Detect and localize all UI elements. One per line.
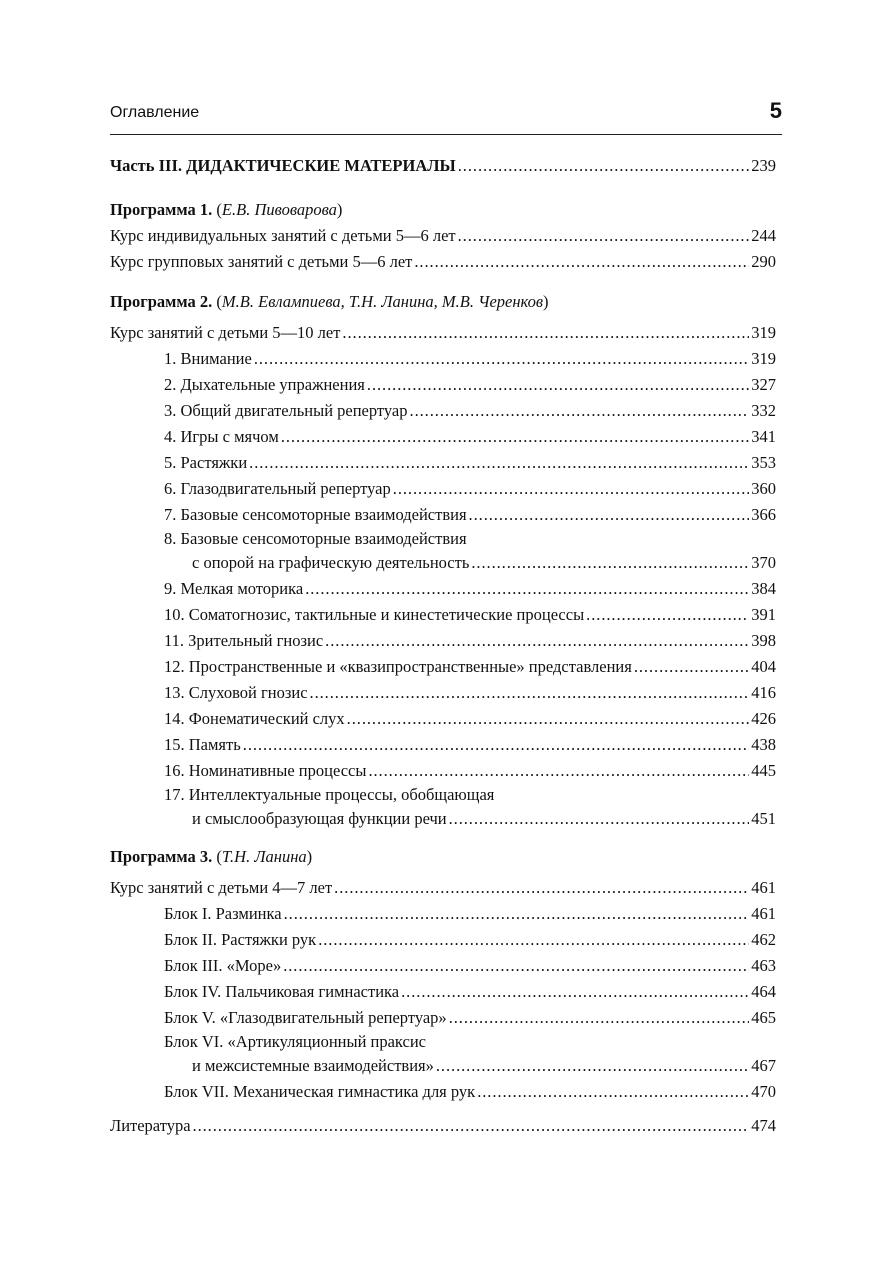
toc-entry-label: 16. Номинативные процессы (164, 761, 367, 780)
toc-page-number: 445 (751, 761, 776, 780)
toc-block-entry[interactable] (110, 953, 776, 979)
toc-entry-label: Литература (110, 1116, 191, 1135)
toc-page-number: 319 (751, 349, 776, 368)
toc-page-number: 244 (751, 226, 776, 245)
dot-leader (436, 1053, 749, 1079)
dot-leader (449, 806, 750, 832)
toc-block-entry[interactable] (110, 979, 776, 1005)
toc-course-entry[interactable] (110, 320, 776, 346)
toc-section-entry[interactable] (110, 424, 776, 450)
toc-section-entry-continuation[interactable] (110, 550, 776, 576)
toc-block-entry[interactable] (110, 927, 776, 953)
toc-section-entry[interactable] (110, 732, 776, 758)
table-of-contents (110, 153, 776, 1139)
toc-block-entry[interactable] (110, 1005, 776, 1031)
toc-page-number: 384 (751, 579, 776, 598)
paren-open: ( (212, 292, 222, 311)
toc-entry-label: Блок VI. «Артикуляционный праксис (164, 1032, 427, 1051)
toc-section-entry[interactable] (110, 528, 776, 550)
dot-leader (243, 732, 749, 758)
toc-page-number: 474 (751, 1116, 776, 1135)
toc-entry-label: 12. Пространственные и «квазипространственные» представления (164, 657, 632, 676)
dot-leader (458, 223, 750, 249)
toc-page-number: 464 (751, 982, 776, 1001)
toc-entry-label: 14. Фонематический слух (164, 709, 345, 728)
toc-entry-label: 1. Внимание (164, 349, 252, 368)
dot-leader (334, 875, 749, 901)
dot-leader (325, 628, 749, 654)
toc-page-number: 341 (751, 427, 776, 446)
toc-page-number: 332 (751, 401, 776, 420)
toc-page-number: 463 (751, 956, 776, 975)
toc-section-entry[interactable] (110, 476, 776, 502)
toc-block-entry[interactable] (110, 901, 776, 927)
toc-section-entry[interactable] (110, 398, 776, 424)
program-title: Программа 2. (110, 292, 213, 311)
toc-page-number: 462 (751, 930, 776, 949)
toc-page-number: 370 (751, 553, 776, 572)
toc-page-number: 319 (751, 323, 776, 342)
dot-leader (284, 901, 750, 927)
toc-entry-label: Курс занятий с детьми 5—10 лет (110, 323, 341, 342)
toc-page-number: 391 (751, 605, 776, 624)
program-authors: Т.Н. Ланина (221, 847, 307, 866)
toc-section-entry[interactable] (110, 628, 776, 654)
toc-page-number: 353 (751, 453, 776, 472)
toc-page-number: 404 (751, 657, 776, 676)
toc-entry-label: 13. Слуховой гнозис (164, 683, 308, 702)
running-header-title: Оглавление (110, 104, 200, 121)
dot-leader (410, 398, 750, 424)
toc-block-entry[interactable] (110, 1079, 776, 1105)
toc-course-entry[interactable] (110, 223, 776, 249)
program-authors: Е.В. Пивоварова (221, 200, 337, 219)
toc-entry-label-continuation: и межсистемные взаимодействия» (192, 1056, 434, 1075)
toc-part-heading[interactable] (110, 153, 776, 179)
paren-close: ) (336, 200, 343, 219)
toc-section-entry[interactable] (110, 654, 776, 680)
dot-leader (281, 424, 749, 450)
dot-leader (283, 953, 749, 979)
dot-leader (193, 1113, 750, 1139)
paren-open: ( (212, 847, 222, 866)
dot-leader (634, 654, 749, 680)
toc-page-number: 360 (751, 479, 776, 498)
toc-block-entry-continuation[interactable] (110, 1053, 776, 1079)
toc-page-number: 467 (751, 1056, 776, 1075)
toc-entry-label: 11. Зрительный гнозис (164, 631, 324, 650)
dot-leader (368, 758, 749, 784)
dot-leader (254, 346, 749, 372)
toc-page-number: 426 (751, 709, 776, 728)
toc-section-entry[interactable] (110, 706, 776, 732)
dot-leader (414, 249, 749, 275)
dot-leader (342, 320, 749, 346)
toc-entry-label: Блок II. Растяжки рук (164, 930, 317, 949)
toc-entry-label: Блок III. «Море» (164, 956, 282, 975)
toc-entry-label: 5. Растяжки (164, 453, 248, 472)
part-title: Часть III. ДИДАКТИЧЕСКИЕ МАТЕРИАЛЫ (110, 156, 456, 175)
dot-leader (586, 602, 749, 628)
running-header (110, 96, 782, 135)
toc-entry-label: 3. Общий двигательный репертуар (164, 401, 408, 420)
toc-page-number: 366 (751, 505, 776, 524)
toc-page-number: 327 (751, 375, 776, 394)
program-2-sections (110, 346, 776, 832)
toc-section-entry[interactable] (110, 602, 776, 628)
toc-section-entry[interactable] (110, 346, 776, 372)
program-authors: М.В. Евлампиева, Т.Н. Ланина, М.В. Черенков (221, 292, 544, 311)
toc-section-entry[interactable] (110, 502, 776, 528)
toc-page-number: 461 (751, 904, 776, 923)
toc-entry-label: Блок V. «Глазодвигательный репертуар» (164, 1008, 447, 1027)
toc-course-entry[interactable] (110, 875, 776, 901)
toc-page-number: 438 (751, 735, 776, 754)
toc-entry-label: 9. Мелкая моторика (164, 579, 304, 598)
toc-page-number: 416 (751, 683, 776, 702)
toc-course-entry[interactable] (110, 249, 776, 275)
toc-section-entry-continuation[interactable] (110, 806, 776, 832)
program-title: Программа 1. (110, 200, 213, 219)
program-heading (110, 844, 776, 870)
toc-page-number: 398 (751, 631, 776, 650)
paren-close: ) (543, 292, 549, 311)
toc-entry-label: 10. Соматогнозис, тактильные и кинестетические процессы (164, 605, 585, 624)
dot-leader (249, 450, 749, 476)
toc-entry-label: Блок VII. Механическая гимнастика для рук (164, 1082, 476, 1101)
toc-page-number: 465 (751, 1008, 776, 1027)
toc-entry-label: Курс групповых занятий с детьми 5—6 лет (110, 252, 413, 271)
toc-entry-label: 7. Базовые сенсомоторные взаимодействия (164, 505, 467, 524)
toc-section-entry[interactable] (110, 758, 776, 784)
program-title: Программа 3. (110, 847, 213, 866)
paren-open: ( (212, 200, 222, 219)
dot-leader (477, 1079, 749, 1105)
toc-section-entry[interactable] (110, 450, 776, 476)
toc-section-entry[interactable] (110, 372, 776, 398)
toc-section-entry[interactable] (110, 576, 776, 602)
dot-leader (347, 706, 750, 732)
dot-leader (305, 576, 749, 602)
dot-leader (318, 927, 749, 953)
toc-entry-label: Блок I. Разминка (164, 904, 282, 923)
toc-entry-label: 15. Память (164, 735, 241, 754)
paren-close: ) (306, 847, 313, 866)
toc-entry-label: 2. Дыхательные упражнения (164, 375, 365, 394)
toc-entry-label: Блок IV. Пальчиковая гимнастика (164, 982, 400, 1001)
toc-entry-label: Курс индивидуальных занятий с детьми 5—6 лет (110, 226, 456, 245)
program-heading (110, 289, 776, 315)
toc-entry-label: Курс занятий с детьми 4—7 лет (110, 878, 333, 897)
dot-leader (401, 979, 749, 1005)
dot-leader (310, 680, 750, 706)
toc-page-number: 290 (751, 252, 776, 271)
toc-block-entry[interactable] (110, 1031, 776, 1053)
page-number: 5 (769, 98, 782, 123)
program-3-blocks (110, 901, 776, 1105)
dot-leader (449, 1005, 750, 1031)
toc-page-number: 239 (751, 156, 776, 175)
toc-entry-label: 6. Глазодвигательный репертуар (164, 479, 391, 498)
program-1-entries (110, 223, 776, 275)
dot-leader (367, 372, 749, 398)
toc-literature-entry[interactable] (110, 1113, 776, 1139)
toc-entry-label-continuation: и смыслообразующая функции речи (192, 809, 447, 828)
toc-entry-label: 4. Игры с мячом (164, 427, 279, 446)
dot-leader (471, 550, 749, 576)
toc-section-entry[interactable] (110, 680, 776, 706)
toc-section-entry[interactable] (110, 784, 776, 806)
toc-page-number: 451 (751, 809, 776, 828)
toc-page-number: 470 (751, 1082, 776, 1101)
dot-leader (458, 153, 750, 179)
dot-leader (393, 476, 749, 502)
dot-leader (469, 502, 750, 528)
toc-entry-label: 17. Интеллектуальные процессы, обобщающая (164, 785, 495, 804)
toc-entry-label-continuation: с опорой на графическую деятельность (192, 553, 470, 572)
program-heading (110, 197, 776, 223)
toc-page-number: 461 (751, 878, 776, 897)
toc-entry-label: 8. Базовые сенсомоторные взаимодействия (164, 529, 467, 548)
